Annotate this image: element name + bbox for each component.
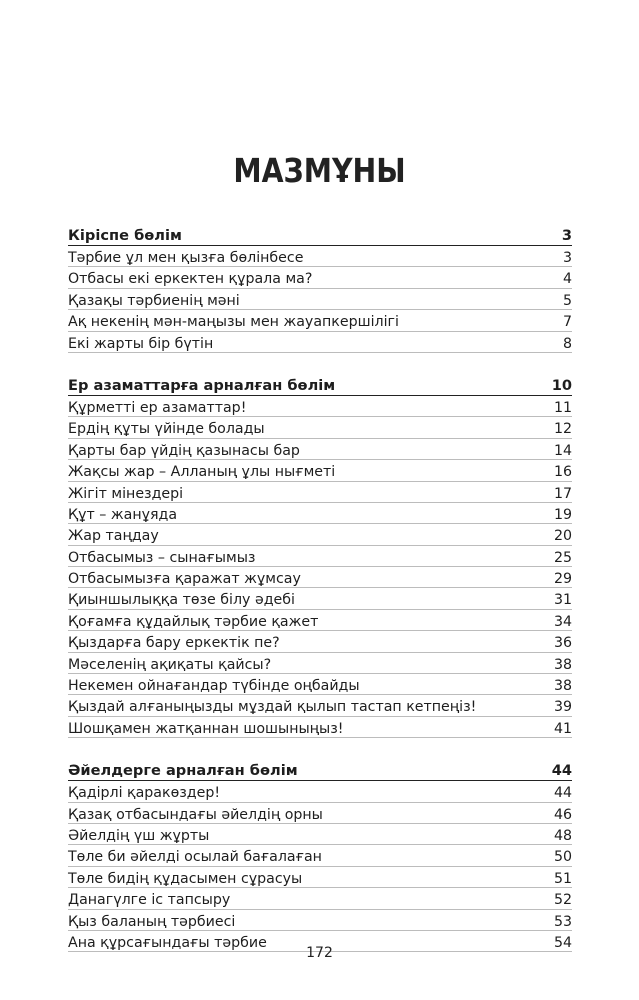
toc-entry-page: 8 (560, 334, 572, 355)
toc-section-heading (68, 372, 572, 398)
toc-entry-page: 16 (551, 462, 572, 483)
toc-entry-page: 29 (551, 569, 572, 590)
toc-entry-page: 39 (551, 697, 572, 718)
toc-entry-title: Төле бидің құдасымен сұрасуы (68, 869, 305, 890)
toc-entry-page: 38 (551, 676, 572, 697)
toc-entry-title: Жақсы жар – Алланың ұлы нығметі (68, 462, 338, 483)
toc-entry-page: 3 (560, 248, 572, 269)
toc-entry-title: Отбасымызға қаражат жұмсау (68, 569, 304, 590)
toc-entry-page: 34 (551, 612, 572, 633)
toc-entry-title: Қарты бар үйдің қазынасы бар (68, 441, 303, 462)
toc-entry-title: Әйелдің үш жұрты (68, 826, 212, 847)
toc-entry-title: Отбасымыз – сынағымыз (68, 548, 258, 569)
toc-entry-page: 5 (560, 291, 572, 312)
toc-entry-title: Қыз баланың тәрбиесі (68, 912, 238, 933)
toc-entry (68, 912, 572, 933)
toc-entry (68, 826, 572, 847)
toc-entry-title: Некемен ойнағандар түбінде оңбайды (68, 676, 363, 697)
toc-entry-page: 25 (551, 548, 572, 569)
toc-entry (68, 398, 572, 419)
toc-entry-page: 17 (551, 484, 572, 505)
toc-entry-page: 14 (551, 441, 572, 462)
toc-entry-page: 31 (551, 590, 572, 611)
toc-entry-page: 41 (551, 719, 572, 740)
toc-entry-page: 44 (551, 783, 572, 804)
toc-entry-page: 38 (551, 655, 572, 676)
toc-entry (68, 312, 572, 333)
toc-entry-title: Отбасы екі еркектен құрала ма? (68, 269, 315, 290)
toc-entry-title: Жігіт мінездері (68, 484, 186, 505)
toc-entry-page: 53 (551, 912, 572, 933)
toc-entry (68, 676, 572, 697)
toc-entry (68, 590, 572, 611)
toc-entry-page: 51 (551, 869, 572, 890)
toc-entry-title: Данагүлге іс тапсыру (68, 890, 233, 911)
toc-entry-title: Қазақы тәрбиенің мәні (68, 291, 243, 312)
toc-entry (68, 334, 572, 355)
toc-entry-title: Қадірлі қаракөздер! (68, 783, 223, 804)
toc-entry-page: 19 (551, 505, 572, 526)
toc-entry (68, 269, 572, 290)
toc-entry-title: Тәрбие ұл мен қызға бөлінбесе (68, 248, 306, 269)
toc-entry (68, 719, 572, 740)
toc-entry-page: 50 (551, 847, 572, 868)
toc-entry-title: Кіріспе бөлім (68, 222, 185, 249)
toc-entry (68, 526, 572, 547)
toc-entry-title: Ердің құты үйінде болады (68, 419, 268, 440)
toc-entry-page: 10 (549, 372, 572, 399)
toc-entry-page: 11 (551, 398, 572, 419)
toc-entry-title: Төле би әйелді осылай бағалаған (68, 847, 325, 868)
toc-entry-page: 4 (560, 269, 572, 290)
toc-entry-page: 46 (551, 805, 572, 826)
toc-entry (68, 805, 572, 826)
toc-entry-title: Құт – жанұяда (68, 505, 180, 526)
toc-entry (68, 783, 572, 804)
toc-entry (68, 890, 572, 911)
toc-entry (68, 655, 572, 676)
toc-entry-page: 3 (559, 222, 572, 249)
toc-entry-title: Мәселенің ақиқаты қайсы? (68, 655, 274, 676)
table-of-contents (68, 222, 572, 954)
toc-entry (68, 462, 572, 483)
toc-entry (68, 847, 572, 868)
toc-entry-title: Қазақ отбасындағы әйелдің орны (68, 805, 326, 826)
toc-section (68, 757, 572, 954)
toc-entry-title: Қоғамға құдайлық тәрбие қажет (68, 612, 321, 633)
toc-entry-title: Әйелдерге арналған бөлім (68, 757, 301, 784)
toc-entry-page: 36 (551, 633, 572, 654)
toc-entry (68, 869, 572, 890)
toc-section-heading (68, 222, 572, 248)
page-number: 172 (306, 945, 333, 961)
toc-entry-title: Ақ некенің мән-маңызы мен жауапкершілігі (68, 312, 402, 333)
toc-entry-title: Ана құрсағындағы тәрбие (68, 933, 270, 954)
toc-entry-title: Құрметті ер азаматтар! (68, 398, 249, 419)
toc-entry (68, 419, 572, 440)
toc-entry (68, 441, 572, 462)
toc-entry (68, 484, 572, 505)
toc-entry-page: 44 (549, 757, 572, 784)
toc-entry-title: Қыздай алғаныңызды мұздай қылып тастап кетпеңіз! (68, 697, 479, 718)
toc-entry-title: Қиыншылыққа төзе білу әдебі (68, 590, 298, 611)
toc-entry (68, 569, 572, 590)
toc-entry-page: 20 (551, 526, 572, 547)
toc-entry (68, 505, 572, 526)
toc-entry-page: 54 (551, 933, 572, 954)
page-title: МАЗМҰНЫ (233, 151, 406, 190)
toc-entry-title: Қыздарға бару еркектік пе? (68, 633, 283, 654)
toc-entry-title: Екі жарты бір бүтін (68, 334, 216, 355)
toc-entry-title: Шошқамен жатқаннан шошыныңыз! (68, 719, 346, 740)
toc-section-heading (68, 757, 572, 783)
toc-entry-page: 52 (551, 890, 572, 911)
toc-entry (68, 612, 572, 633)
toc-entry (68, 248, 572, 269)
toc-entry-page: 48 (551, 826, 572, 847)
toc-section (68, 222, 572, 355)
toc-entry-title: Ер азаматтарға арналған бөлім (68, 372, 338, 399)
toc-entry-title: Жар таңдау (68, 526, 162, 547)
toc-section (68, 372, 572, 740)
toc-entry (68, 697, 572, 718)
toc-entry (68, 633, 572, 654)
toc-entry (68, 548, 572, 569)
toc-entry-page: 7 (560, 312, 572, 333)
toc-entry (68, 291, 572, 312)
toc-entry-page: 12 (551, 419, 572, 440)
